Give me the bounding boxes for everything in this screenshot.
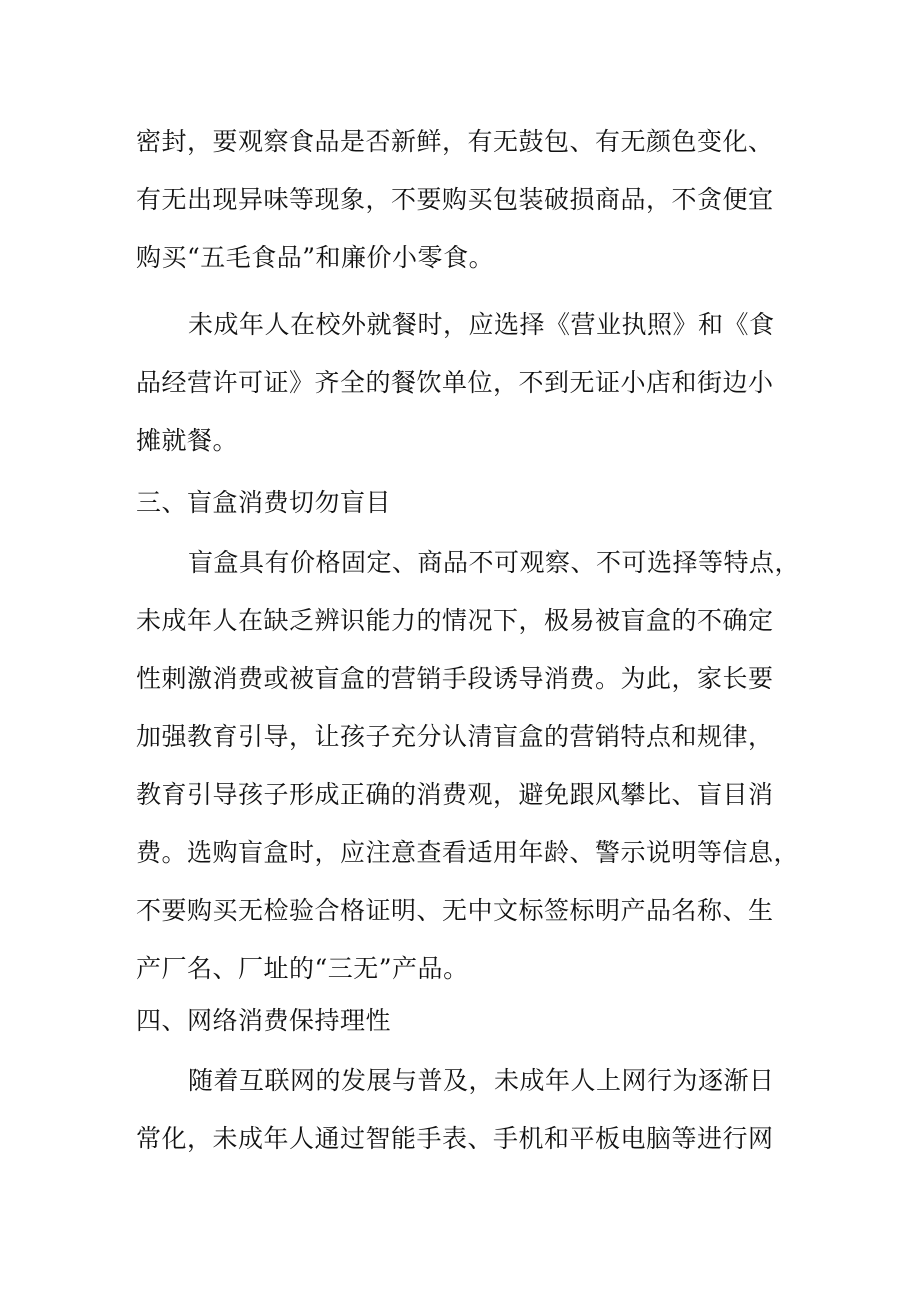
- paragraph-line: 费。选购盲盒时，应注意查看适用年龄、警示说明等信息，: [136, 838, 800, 867]
- paragraph-line: 有无出现异味等现象，不要购买包装破损商品，不贪便宜: [136, 185, 774, 214]
- paragraph-line: 盲盒具有价格固定、商品不可观察、不可选择等特点，: [188, 548, 801, 577]
- paragraph-line: 常化，未成年人通过智能手表、手机和平板电脑等进行网: [136, 1124, 774, 1153]
- section-heading: 四、网络消费保持理性: [136, 1006, 392, 1035]
- paragraph-line: 教育引导孩子形成正确的消费观，避免跟风攀比、盲目消: [136, 780, 774, 809]
- paragraph-line: 品经营许可证》齐全的餐饮单位，不到无证小店和街边小: [136, 368, 774, 397]
- section-heading: 三、盲盒消费切勿盲目: [136, 488, 392, 517]
- paragraph-line: 加强教育引导，让孩子充分认清盲盒的营销特点和规律，: [136, 722, 774, 751]
- paragraph-line: 性刺激消费或被盲盒的营销手段诱导消费。为此，家长要: [136, 664, 774, 693]
- paragraph-line: 未成年人在校外就餐时，应选择《营业执照》和《食: [188, 310, 775, 339]
- paragraph-line: 随着互联网的发展与普及，未成年人上网行为逐渐日: [188, 1066, 775, 1095]
- paragraph-line: 不要购买无检验合格证明、无中文标签标明产品名称、生: [136, 896, 774, 925]
- paragraph-line: 产厂名、厂址的“三无”产品。: [136, 954, 469, 983]
- paragraph-line: 购买“五毛食品”和廉价小零食。: [136, 243, 495, 272]
- paragraph-line: 密封，要观察食品是否新鲜，有无鼓包、有无颜色变化、: [136, 127, 774, 156]
- paragraph-line: 摊就餐。: [136, 426, 239, 455]
- paragraph-line: 未成年人在缺乏辨识能力的情况下，极易被盲盒的不确定: [136, 606, 774, 635]
